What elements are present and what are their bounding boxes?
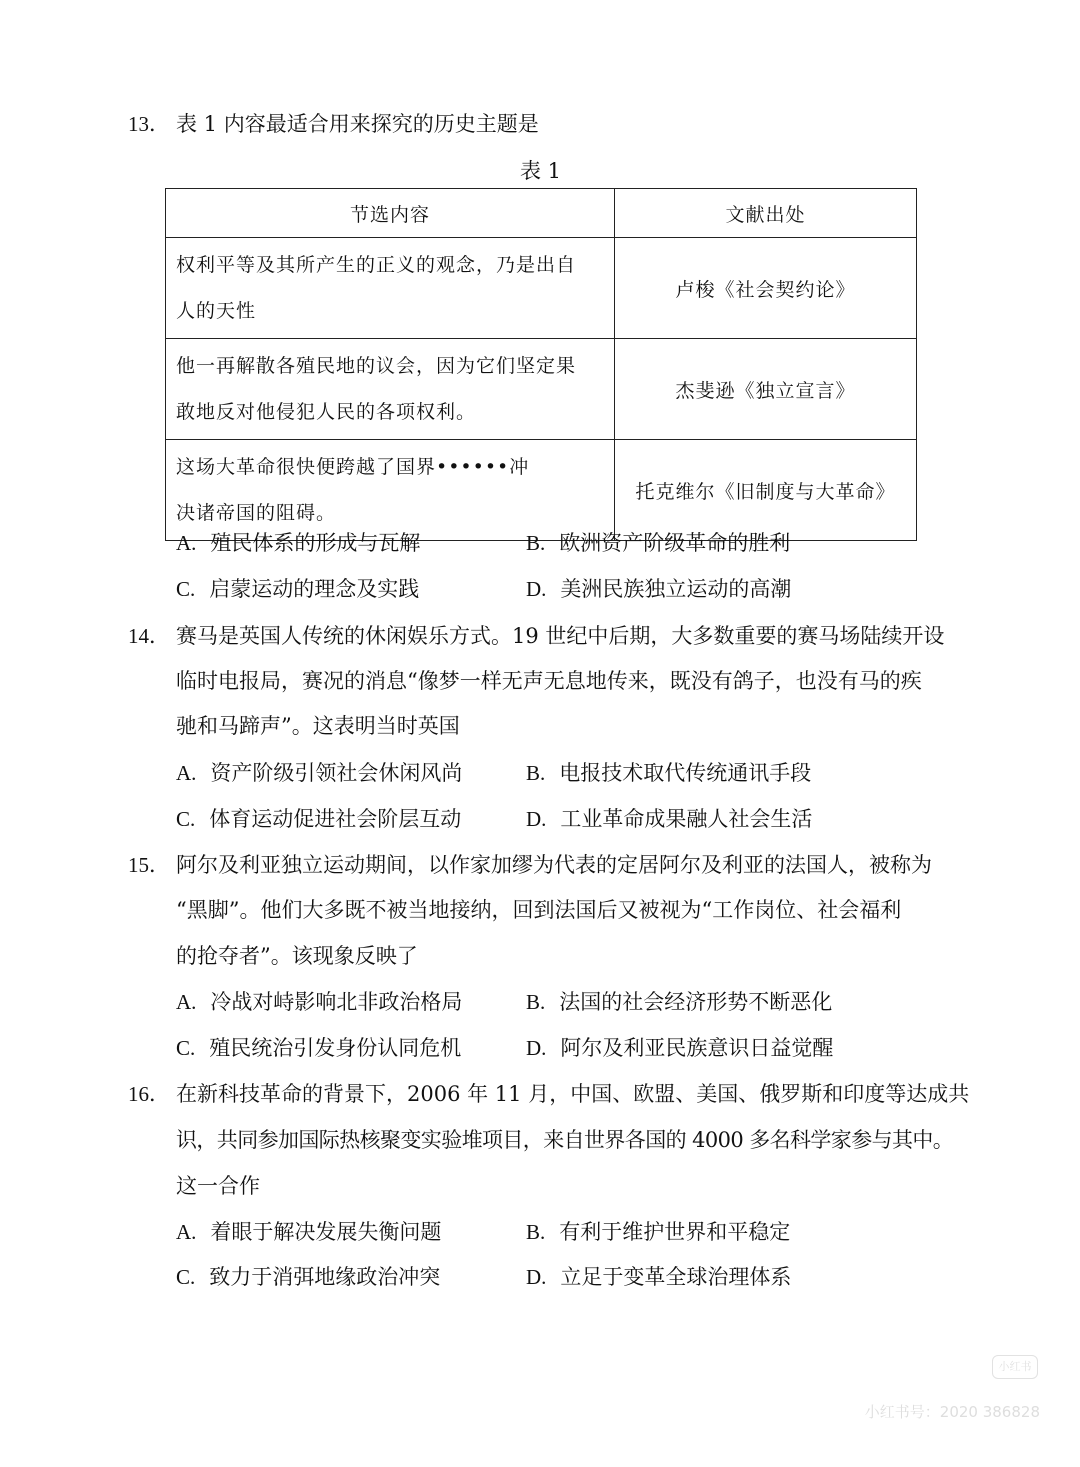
question-number: 15． <box>128 853 170 877</box>
cell-line: 人的天性 <box>176 300 257 322</box>
option-d[interactable]: D. 阿尔及利亚民族意识日益觉醒 <box>526 1036 834 1060</box>
option-c[interactable]: C. 体育运动促进社会阶层互动 <box>176 807 462 831</box>
table-cell-source: 卢梭《社会契约论》 <box>615 238 917 339</box>
table-header-cell: 节选内容 <box>166 189 615 238</box>
option-b[interactable]: B. 欧洲资产阶级革命的胜利 <box>526 531 791 555</box>
option-a[interactable]: A. 殖民体系的形成与瓦解 <box>176 531 421 555</box>
stem-line: 的抢夺者”。该现象反映了 <box>176 944 418 968</box>
option-d[interactable]: D. 立足于变革全球治理体系 <box>526 1265 792 1289</box>
table-cell-source: 托克维尔《旧制度与大革命》 <box>615 440 917 541</box>
stem-line: 在新科技革命的背景下，2006 年 11 月，中国、欧盟、美国、俄罗斯和印度等达成共 <box>176 1082 970 1106</box>
table-caption: 表 1 <box>520 159 562 183</box>
table-row <box>166 238 917 339</box>
cell-line: 决诸帝国的阻碍。 <box>176 502 337 524</box>
option-c[interactable]: C. 殖民统治引发身份认同危机 <box>176 1036 462 1060</box>
stem-line: 识，共同参加国际热核聚变实验堆项目，来自世界各国的 4000 多名科学家参与其中。 <box>176 1128 954 1152</box>
stem-line: 这一合作 <box>176 1174 260 1198</box>
option-d[interactable]: D. 美洲民族独立运动的高潮 <box>526 577 792 601</box>
option-a[interactable]: A. 冷战对峙影响北非政治格局 <box>176 990 463 1014</box>
table-row <box>166 339 917 440</box>
table-cell-content <box>166 440 615 541</box>
option-b[interactable]: B. 有利于维护世界和平稳定 <box>526 1220 791 1244</box>
cell-line: 权利平等及其所产生的正义的观念，乃是出自 <box>176 254 577 276</box>
question-number: 16． <box>128 1082 170 1106</box>
stem-line: 阿尔及利亚独立运动期间，以作家加缪为代表的定居阿尔及利亚的法国人，被称为 <box>176 853 932 877</box>
question-stem: 表 1 内容最适合用来探究的历史主题是 <box>176 112 539 136</box>
option-a[interactable]: A. 资产阶级引领社会休闲风尚 <box>176 761 463 785</box>
option-d[interactable]: D. 工业革命成果融人社会生活 <box>526 807 813 831</box>
stem-line: “黑脚”。他们大多既不被当地接纳，回到法国后又被视为“工作岗位、社会福利 <box>176 898 902 922</box>
option-b[interactable]: B. 法国的社会经济形势不断恶化 <box>526 990 833 1014</box>
question-number: 13． <box>128 112 170 136</box>
question-number: 14． <box>128 624 170 648</box>
cell-line: 他一再解散各殖民地的议会，因为它们坚定果 <box>176 355 577 377</box>
cell-line: 敢地反对他侵犯人民的各项权利。 <box>176 401 477 423</box>
stem-line: 临时电报局，赛况的消息“像梦一样无声无息地传来，既没有鸽子，也没有马的疾 <box>176 669 922 693</box>
option-c[interactable]: C. 启蒙运动的理念及实践 <box>176 577 420 601</box>
table-cell-content <box>166 238 615 339</box>
source-table <box>165 188 917 541</box>
table-header-cell: 文献出处 <box>615 189 917 238</box>
watermark-text: 小红书号：2020 386828 <box>864 1403 1040 1421</box>
table-cell-content <box>166 339 615 440</box>
table-header-row <box>166 189 917 238</box>
stem-line: 驰和马蹄声”。这表明当时英国 <box>176 714 460 738</box>
stem-line: 赛马是英国人传统的休闲娱乐方式。19 世纪中后期，大多数重要的赛马场陆续开设 <box>176 624 945 648</box>
cell-line: 这场大革命很快便跨越了国界••••••冲 <box>176 456 530 478</box>
option-b[interactable]: B. 电报技术取代传统通讯手段 <box>526 761 812 785</box>
option-a[interactable]: A. 着眼于解决发展失衡问题 <box>176 1220 442 1244</box>
table-row <box>166 440 917 541</box>
watermark-logo: 小红书 <box>992 1355 1038 1379</box>
table-cell-source: 杰斐逊《独立宣言》 <box>615 339 917 440</box>
option-c[interactable]: C. 致力于消弭地缘政治冲突 <box>176 1265 441 1289</box>
